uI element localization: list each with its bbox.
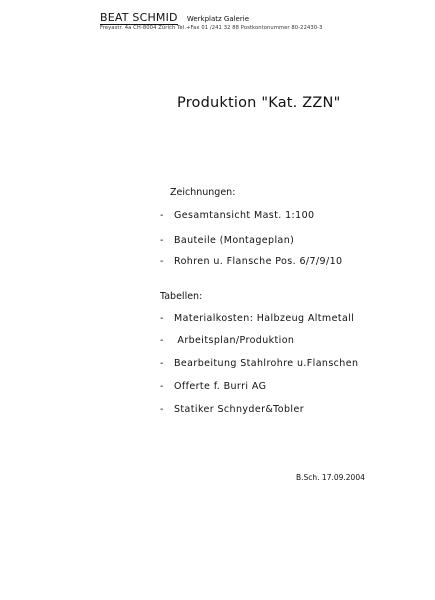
list-item [160, 235, 294, 246]
list-item [160, 358, 358, 369]
list-item [160, 404, 304, 415]
list-item [160, 335, 294, 346]
list-item [160, 256, 342, 267]
letterhead-subtitle: Werkplatz Galerie [186, 15, 249, 23]
letterhead [100, 8, 323, 31]
list-dash: - [160, 235, 164, 246]
list-item-text: Gesamtansicht Mast. 1:100 [174, 210, 315, 221]
list-dash: - [160, 335, 164, 346]
list-item [160, 313, 354, 324]
list-dash: - [160, 210, 164, 221]
list-item [160, 210, 315, 221]
section-heading-tabellen: Tabellen: [160, 291, 203, 302]
list-item-text: Bauteile (Montageplan) [174, 235, 295, 246]
list-item-text: Materialkosten: Halbzeug Altmetall [174, 313, 355, 324]
signature-date: B.Sch. 17.09.2004 [296, 473, 365, 482]
list-item-text: Arbeitsplan/Produktion [174, 335, 295, 346]
section-heading-zeichnungen: Zeichnungen: [170, 187, 236, 198]
list-item-text: Statiker Schnyder&Tobler [174, 404, 305, 415]
list-dash: - [160, 358, 164, 369]
list-item-text: Rohren u. Flansche Pos. 6/7/9/10 [174, 256, 343, 267]
letterhead-address: Freyastr. 4a CH-8004 Zürich Tel.+Fax 01 /241 32 88 Postkontonummer 80-22430-3 [100, 25, 323, 31]
list-dash: - [160, 381, 164, 392]
document-title: Produktion "Kat. ZZN" [177, 95, 341, 111]
list-item-text: Offerte f. Burri AG [174, 381, 267, 392]
list-dash: - [160, 404, 164, 415]
list-item-text: Bearbeitung Stahlrohre u.Flanschen [174, 358, 359, 369]
list-dash: - [160, 256, 164, 267]
list-item [160, 381, 266, 392]
list-dash: - [160, 313, 164, 324]
letterhead-name: BEAT SCHMID [100, 11, 178, 24]
